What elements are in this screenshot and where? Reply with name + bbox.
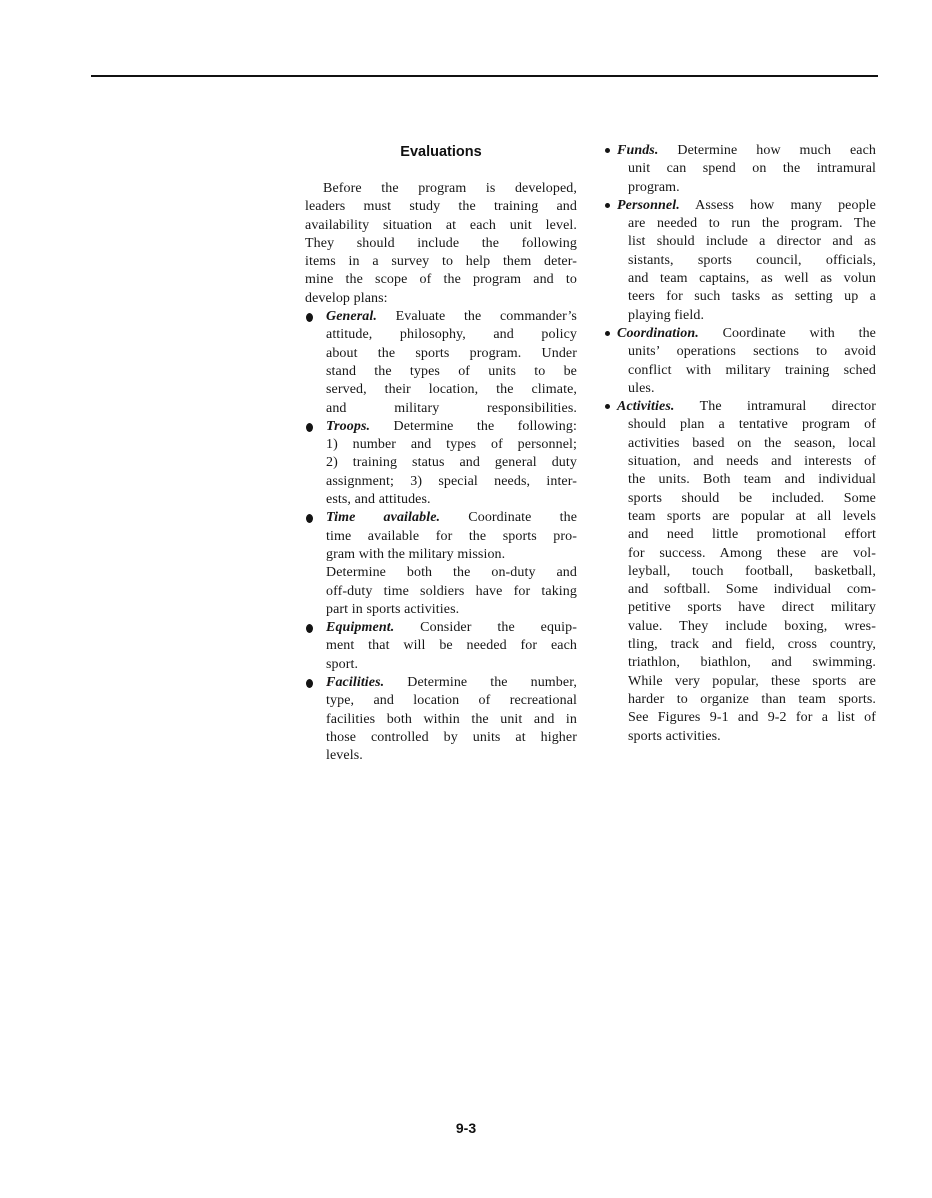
text-line: See Figures 9-1 and 9-2 for a list of (628, 710, 876, 726)
text-line: playing field. (628, 307, 705, 323)
page-number: 9-3 (455, 1120, 477, 1136)
text-line: off-duty time soldiers have for taking (326, 583, 577, 599)
text-line: program. (628, 179, 680, 195)
bullet-icon (306, 514, 313, 523)
text-line: units’ operations sections to avoid (628, 344, 876, 360)
text-line: Before the program is developed, (323, 181, 577, 196)
text-line: Troops. Determine the following: (326, 418, 577, 434)
bullet-item (305, 509, 577, 619)
left-column (305, 143, 577, 766)
bullet-icon (306, 423, 313, 432)
text-line: levels. (326, 748, 363, 764)
text-line: Personnel. Assess how many people (617, 197, 876, 213)
text-line: General. Evaluate the commander’s (326, 309, 577, 325)
text-line: ests, and attitudes. (326, 492, 431, 508)
text-line: ules. (628, 380, 655, 396)
text-line: gram with the military mission. (326, 546, 506, 562)
text-line: team sports are popular at all levels (628, 508, 876, 524)
text-line: 2) training status and general duty (326, 455, 577, 471)
text-line: mine the scope of the program and to (305, 272, 577, 288)
text-line: sistants, sports council, officials, (628, 252, 876, 268)
text-line: the units. Both team and individual (628, 472, 876, 488)
right-column (605, 142, 876, 746)
bullet-item (305, 619, 577, 674)
text-line: and softball. Some individual com- (628, 582, 876, 598)
text-line: situation, and needs and interests of (628, 454, 876, 470)
bullet-icon (306, 624, 313, 633)
bullet-item (305, 674, 577, 765)
text-line: those controlled by units at higher (326, 729, 577, 745)
text-line: Activities. The intramural director (617, 399, 876, 415)
bullet-item (305, 308, 577, 418)
bullet-term: Time available. (326, 510, 441, 526)
text-line: Time available. Coordinate the (326, 510, 578, 526)
bullet-term: Coordination. (617, 325, 699, 341)
text-line: Funds. Determine how much each (617, 143, 876, 158)
text-line: activities based on the season, local (628, 435, 876, 451)
text-line: triathlon, biathlon, and swimming. (628, 655, 876, 671)
text-line: sports activities. (628, 728, 721, 744)
text-line: availability situation at each unit level. (305, 217, 577, 233)
intro-paragraph (305, 180, 577, 308)
bullet-icon (306, 313, 313, 322)
text-line: develop plans: (305, 290, 388, 306)
text-line: ment that will be needed for each (326, 638, 577, 654)
text-line: leyball, touch football, basketball, (628, 563, 876, 579)
text-line: While very popular, these sports are (628, 673, 876, 689)
bullet-item (605, 325, 876, 398)
bullet-item (305, 418, 577, 509)
text-line: value. They include boxing, wres- (628, 618, 876, 634)
text-line: attitude, philosophy, and policy (326, 327, 577, 343)
text-line: list should include a director and as (628, 234, 876, 250)
bullet-term: Personnel. (617, 197, 680, 213)
bullet-item (605, 142, 876, 197)
text-line: teers for such tasks as setting up a (628, 289, 876, 305)
bullet-term: Troops. (326, 418, 371, 434)
bullet-icon (605, 148, 610, 153)
bullet-term: Equipment. (326, 620, 395, 636)
text-line: are needed to run the program. The (628, 216, 876, 232)
text-line: petitive sports have direct military (628, 600, 876, 616)
bullet-term: General. (326, 309, 377, 325)
text-line: harder to organize than team sports. (628, 691, 876, 707)
text-line: conflict with military training sched (628, 362, 876, 378)
bullet-icon (605, 404, 610, 409)
text-line: stand the types of units to be (326, 363, 577, 379)
section-heading: Evaluations (400, 144, 482, 160)
bullet-icon (605, 331, 610, 336)
text-line: and military responsibilities. (326, 400, 577, 416)
text-line: and team captains, as well as volun (628, 271, 876, 287)
text-line: 1) number and types of personnel; (326, 437, 577, 453)
text-line: items in a survey to help them deter- (305, 254, 577, 270)
bullet-item (605, 398, 876, 746)
bullet-term: Funds. (617, 143, 659, 158)
text-line: for success. Among these are vol- (628, 545, 876, 561)
text-line: Facilities. Determine the number, (326, 675, 577, 691)
text-line: time available for the sports pro- (326, 528, 577, 544)
bullet-item (605, 197, 876, 325)
text-line: sport. (326, 656, 359, 672)
text-line: tling, track and field, cross country, (628, 637, 876, 653)
text-line: sports should be included. Some (628, 490, 876, 506)
text-line: They should include the following (305, 235, 577, 251)
left-bullet-list (305, 308, 577, 765)
text-line: Equipment. Consider the equip- (326, 620, 577, 636)
right-bullet-list (605, 142, 876, 746)
bullet-term: Activities. (617, 399, 675, 415)
text-line: Coordination. Coordinate with the (617, 325, 876, 341)
bullet-term: Facilities. (326, 675, 385, 691)
bullet-icon (605, 203, 610, 208)
text-line: facilities both within the unit and in (326, 711, 577, 727)
text-line: type, and location of recreational (326, 693, 577, 709)
top-rule (91, 75, 878, 77)
text-line: should plan a tentative program of (628, 417, 876, 433)
text-line: leaders must study the training and (305, 199, 577, 215)
text-line: and need little promotional effort (628, 527, 876, 543)
text-line: unit can spend on the intramural (628, 161, 876, 177)
text-line: Determine both the on-duty and (326, 565, 577, 581)
text-line: served, their location, the climate, (326, 382, 577, 398)
bullet-icon (306, 679, 313, 688)
text-line: part in sports activities. (326, 601, 460, 617)
text-line: about the sports program. Under (326, 345, 577, 361)
text-line: assignment; 3) special needs, inter- (326, 473, 577, 489)
